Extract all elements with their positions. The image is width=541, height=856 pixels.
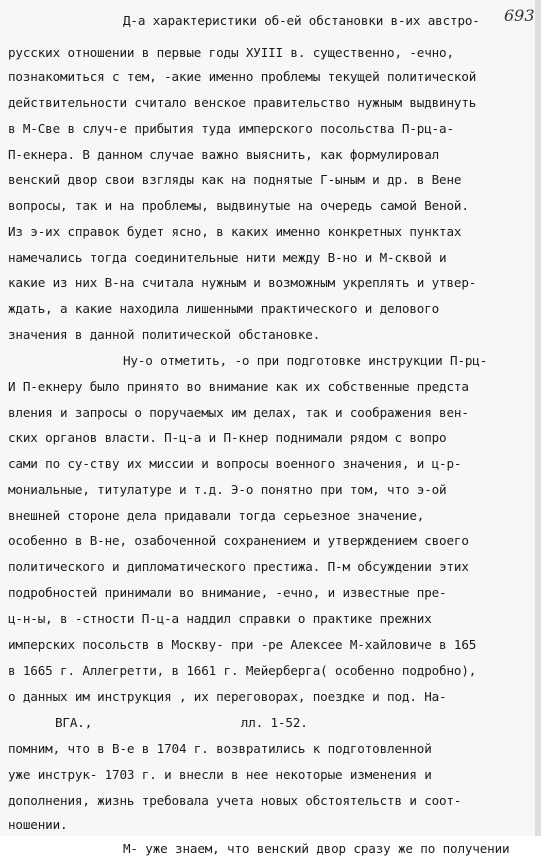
text-line: о данных им инструкция , их переговорах, поездке и под. На- [8,689,447,704]
text-line: ждать, а какие находила лишенными практического и делового [8,301,440,316]
text-line: Ну-о отметить, -о при подготовке инструкции П-рц- [123,353,488,368]
text-line: какие из них В-на считала нужным и возможным укреплять и утвер- [8,275,477,290]
text-line: в 1665 г. Аллегретти, в 1661 г. Мейерберга( особенно подробно), [8,663,477,678]
text-line: познакомиться с тем, -акие именно проблемы текущей политической [8,69,477,84]
text-line: М- уже знаем, что венский двор сразу же по получении [123,841,510,856]
text-line: венский двор свои взгляды как на поднятые Г-ыным и др. в Вене [8,172,462,187]
footnote-line: ВГА., лл. 1-52. [55,715,308,730]
text-line: действительности считало венское правительство нужным выдвинуть [8,95,477,110]
text-line: ц-н-ы, в -стности П-ц-а наддил справки о практике прежних [8,611,432,626]
text-line: подробностей принимали во внимание, -ечно, и известные пре- [8,585,447,600]
text-line: русских отношении в первые годы ХУIII в. существенно, -ечно, [8,45,454,60]
text-line: политического и дипломатического престижа. П-м обсуждении этих [8,559,469,574]
text-line: внешней стороне дела придавали тогда серьезное значение, [8,508,425,523]
text-line: П-екнера. В данном случае важно выяснить, как формулировал [8,147,440,162]
text-line: вления и запросы о поручаемых им делах, так и соображения вен- [8,405,469,420]
text-line: ношении. [8,817,68,832]
text-line: в М-Све в случ-е прибытия туда имперского посольства П-рц-а- [8,121,454,136]
text-line: Д-а характеристики об-ей обстановки в-их австро- [123,13,480,28]
text-line: уже инструк- 1703 г. и внесли в нее некоторые изменения и [8,767,432,782]
text-line: имперских посольств в Москву- при -ре Алексее М-хайловиче в 165 [8,637,477,652]
text-line: сами по су-ству их миссии и вопросы военного значения, и ц-р- [8,456,462,471]
text-line: Из э-их справок будет ясно, в каких именно конкретных пунктах [8,224,462,239]
text-line: вопросы, так и на проблемы, выдвинутые на очередь самой Веной. [8,198,469,213]
text-line: особенно в В-не, озабоченной сохранением и утверждением своего [8,533,469,548]
page-number: 693 [504,6,535,25]
text-line: И П-екнеру было принято во внимание как их собственные предста [8,379,469,394]
page-edge [535,0,541,836]
text-line: мониальные, титулатуре и т.д. Э-о понятно при том, что э-ой [8,482,447,497]
text-line: значения в данной политической обстановке. [8,327,321,342]
text-line: намечались тогда соединительные нити между В-но и М-сквой и [8,250,447,265]
text-line: ских органов власти. П-ц-а и П-кнер поднимали рядом с вопро [8,430,447,445]
text-line: помним, что в В-е в 1704 г. возвратились к подготовленной [8,741,432,756]
text-line: дополнения, жизнь требовала учета новых обстоятельств и соот- [8,793,462,808]
